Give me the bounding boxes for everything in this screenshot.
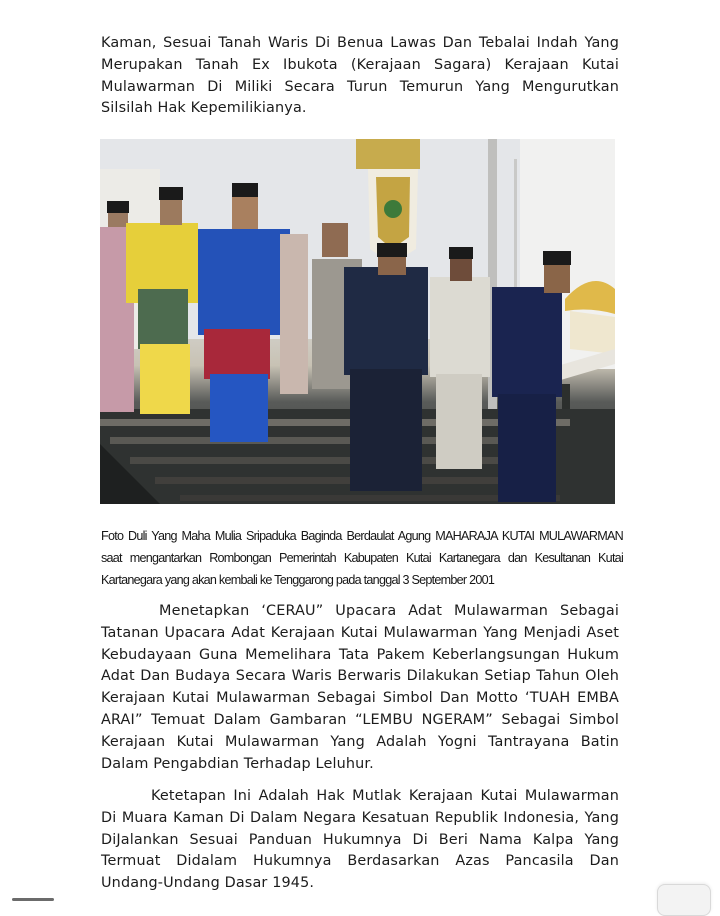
floating-action-button[interactable] (657, 884, 711, 916)
ketetapan-paragraph: Ketetapan Ini Adalah Hak Mutlak Kerajaan Kutai Mulawarman Di Muara Kaman Di Dalam Negara Kesatuan Republik Indonesia, Yang DiJalankan Sesuai Panduan Hukumnya Di Beri Nama Kalpa Yang Termuat Didalam Hukumnya Berdasarkan Azas Pancasila Dan Undang-Undang Dasar 1945. (101, 788, 619, 892)
procession-photo-illustration (100, 139, 615, 504)
procession-photo (100, 139, 615, 504)
cerau-paragraph: Menetapkan ‘CERAU” Upacara Adat Mulawarman Sebagai Tatanan Upacara Adat Kerajaan Kutai Mulawarman Yang Menjadi Aset Kebudayaan Guna Memelihara Tata Pakem Keberlangsungan Hukum Adat Dan Budaya Secara Waris Berwaris Dilakukan Setiap Tahun Oleh Kerajaan Kutai Mulawarman Sebagai Simbol Dan Motto ‘TUAH EMBA ARAI” Temuat Dalam Gambaran “LEMBU NGERAM” Sebagai Simbol Kerajaan Kutai Mulawarman Yang Adalah Yogni Tantrayana Batin Dalam Pengabdian Terhadap Leluhur. (101, 603, 619, 772)
photo-caption: Foto Duli Yang Maha Mulia Sripaduka Baginda Berdaulat Agung MAHARAJA KUTAI MULAWARMAN saat mengantarkan Rombongan Pemerintah Kabupaten Kutai Kartanegara dan Kesultanan Kutai Kartanegara yang akan kembali ke Tenggarong pada tanggal 3 September 2001 (101, 529, 623, 587)
intro-paragraph: Kaman, Sesuai Tanah Waris Di Benua Lawas Dan Tebalai Indah Yang Merupakan Tanah Ex Ibukota (Kerajaan Sagara) Kerajaan Kutai Mulawarman Di Miliki Secara Turun Temurun Yang Mengurutkan Silsilah Hak Kepemilikianya. (101, 35, 619, 117)
